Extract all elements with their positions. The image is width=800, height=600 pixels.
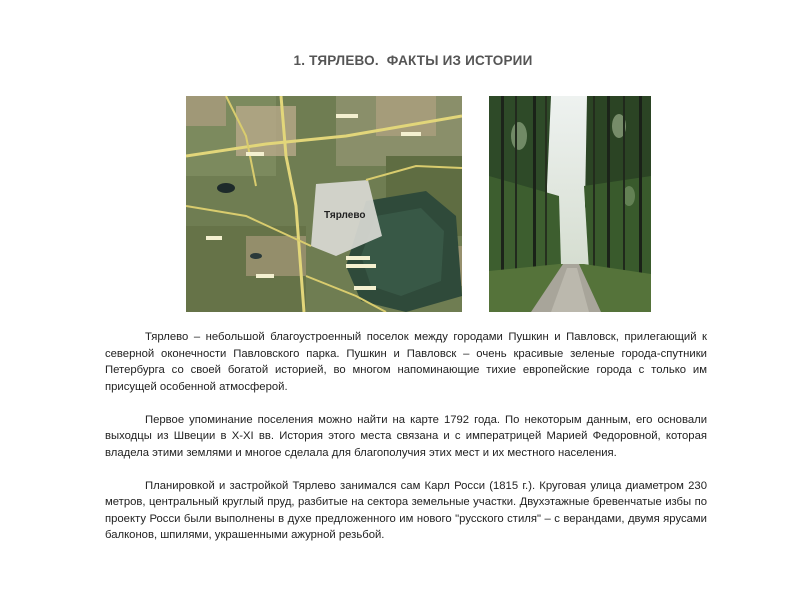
forest-road-image (489, 96, 651, 312)
map-label: Тярлево (324, 210, 366, 221)
paragraph-3: Планировкой и застройкой Тярлево занимался сам Карл Росси (1815 г.). Круговая улица диаметром 230 метров, центральный круглый пруд, разбитые на сектора земельные участки. Двухэтажные бревенчатые избы по проекту Росси были выполнены в духе предложенного им нового "русского стиля" – с верандами, двумя ярусами балконов, шпилями, украшенными ажурной резьбой. (105, 479, 707, 541)
slide-title: 1. ТЯРЛЕВО. ФАКТЫ ИЗ ИСТОРИИ (293, 53, 533, 68)
paragraph-2: Первое упоминание поселения можно найти на карте 1792 года. По некоторым данным, его основали выходцы из Швеции в X-XI вв. История этого места связана и с императрицей Марией Федоровной, которая владела этими землями и многое сделала для благополучия этих мест и их местного населения. (105, 413, 707, 459)
satellite-map-image (186, 96, 462, 312)
paragraph-1: Тярлево – небольшой благоустроенный поселок между городами Пушкин и Павловск, прилегающий к северной оконечности Павловского парка. Пушкин и Павловск – очень красивые зеленые города-спутники Петербурга со своей богатой историей, во многом напоминающие тихие европейские города с только им присущей особенной атмосферой. (105, 331, 707, 393)
body-text (105, 329, 707, 560)
